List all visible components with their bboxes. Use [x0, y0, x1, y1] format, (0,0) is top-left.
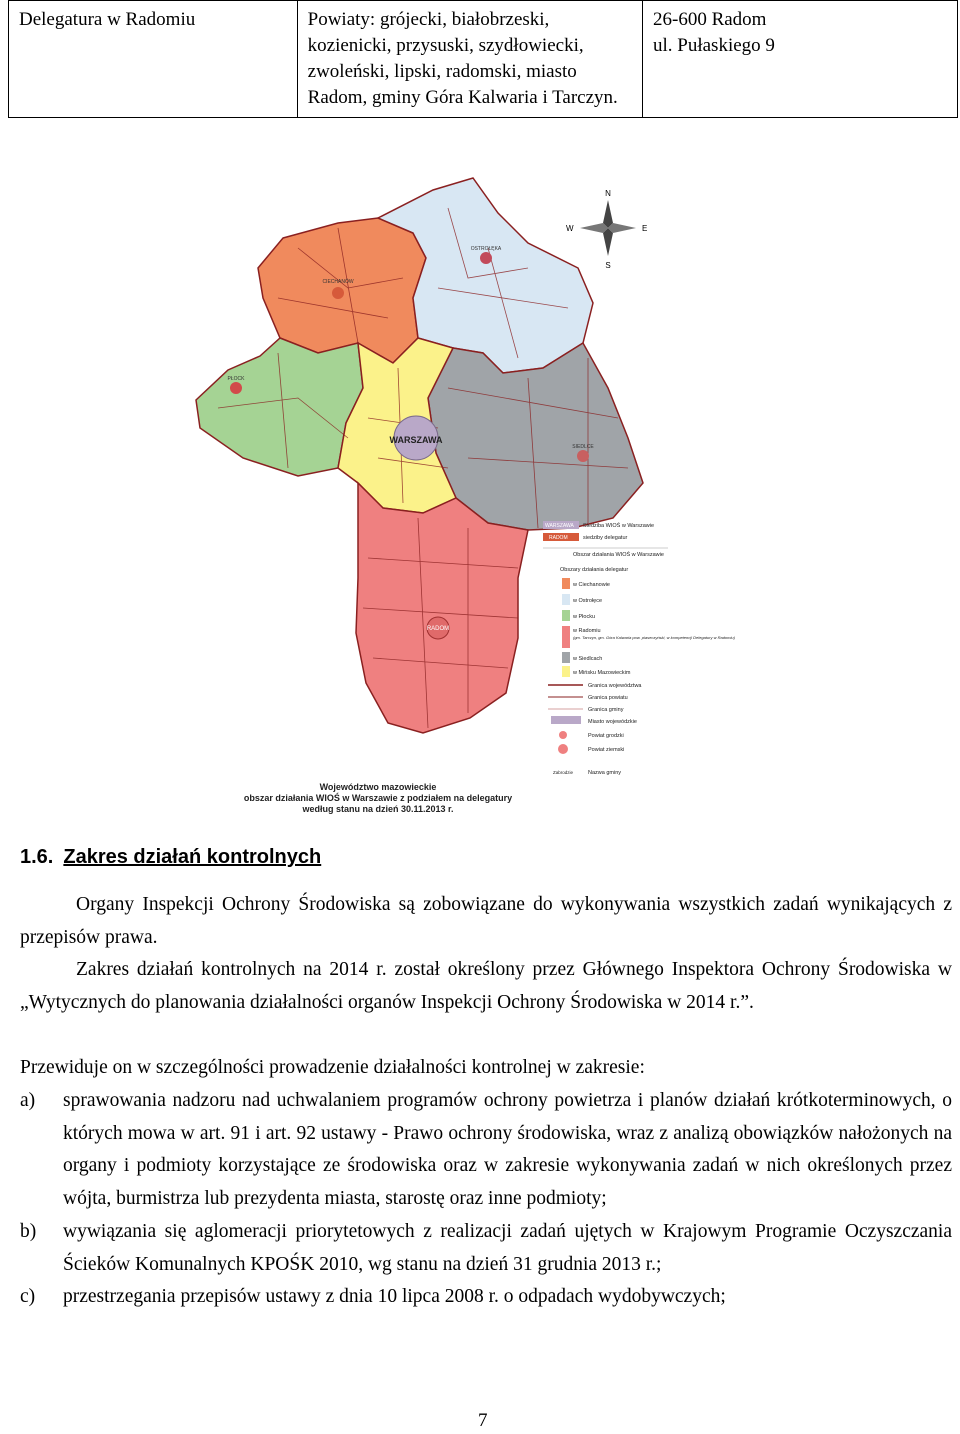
legend-powiat-grodzki: Powiat grodzki: [588, 733, 624, 739]
legend-item-5: w Siedlcach: [573, 656, 603, 662]
caption-line2: obszar działania WIOŚ w Warszawie z podziałem na delegatury: [243, 793, 513, 803]
list-item: [20, 1085, 952, 1216]
compass-n: N: [605, 189, 611, 198]
compass-s: S: [605, 261, 611, 270]
list-item-text: sprawowania nadzoru nad uchwalaniem programów ochrony powietrza i planów działań krótkoterminowych, o których mowa w art. 91 i art. 92 ustawy - Prawo ochrony środowiska, wraz z analizą obowiązków nałożonych na organy i podmioty korzystające ze środowiska oraz w zakresie wykonywania zadań w nich określonych przez wójta, burmistrza lub prezydenta miasta, starostę oraz inne podmioty;: [63, 1090, 952, 1210]
legend-area-main: Obszar działania WIOŚ w Warszawie: [573, 552, 664, 558]
legend-boundary-2: Granica powiatu: [588, 695, 628, 701]
counties-cell: Powiaty: grójecki, białobrzeski, kozienicki, przysuski, szydłowiecki, zwoleński, lipski, radomski, miasto Radom, gminy Góra Kalwaria i Tarczyn.: [297, 1, 642, 118]
list-item: [20, 1281, 952, 1314]
legend-gmina-label: Nazwa gminy: [588, 770, 622, 776]
ciechanow-marker: [332, 287, 344, 299]
legend-item-3: w Płocku: [573, 614, 596, 620]
siedlce-marker: [577, 450, 589, 462]
siedlce-label: SIEDLCE: [572, 444, 594, 450]
header-table: [8, 0, 958, 118]
compass-w: W: [566, 224, 574, 233]
list-item: [20, 1216, 952, 1281]
plock-label: PŁOCK: [227, 376, 245, 382]
section-number: 1.6.: [20, 846, 54, 868]
legend-gmina-sample: Zabrodzie: [553, 770, 574, 775]
legend-warszawa-key: WARSZAWA: [545, 523, 574, 529]
list-item-text: przestrzegania przepisów ustawy z dnia 10 lipca 2008 r. o odpadach wydobywczych;: [63, 1286, 726, 1308]
legend-radom-key: RADOM: [549, 535, 568, 541]
ostroleka-label: OSTROŁĘKA: [470, 246, 502, 252]
page-number: 7: [478, 1410, 488, 1431]
ciechanow-label: CIECHANÓW: [322, 279, 354, 285]
list-item-label: c): [20, 1286, 36, 1308]
caption-line3: według stanu na dzień 30.11.2013 r.: [302, 804, 454, 814]
legend-item-4: w Radomiu: [573, 628, 601, 634]
warszawa-label: WARSZAWA: [389, 435, 443, 445]
paragraph-1: Organy Inspekcji Ochrony Środowiska są zobowiązane do wykonywania wszystkich zadań wynikających z przepisów prawa.: [20, 894, 952, 948]
office-cell: Delegatura w Radomiu: [9, 1, 298, 118]
legend-boundary-3: Granica gminy: [588, 707, 624, 713]
legend-area-delegatur: Obszary działania delegatur: [560, 567, 629, 573]
legend-delegatura-seat: siedziby delegatur: [583, 535, 628, 541]
requirements-list: [20, 1085, 952, 1314]
legend-item-1: w Ciechanowie: [573, 582, 610, 588]
section-heading: [20, 846, 321, 869]
legend-city-mark: Miasto wojewódzkie: [588, 719, 637, 725]
legend-powiat-ziemski: Powiat ziemski: [588, 747, 625, 753]
radom-label: RADOM: [426, 626, 450, 632]
list-item-text: wywiązania się aglomeracji priorytetowych z realizacji zadań ujętych w Krajowym Programie Oczyszczania Ścieków Komunalnych KPOŚK 2010, wg stanu na dzień 31 grudnia 2013 r.;: [63, 1220, 952, 1275]
legend-boundary-1: Granica województwa: [588, 683, 642, 689]
voivodeship-map: [188, 138, 735, 834]
address-line2: ul. Pułaskiego 9: [653, 35, 775, 56]
legend-seat: Siedziba WIOŚ w Warszawie: [583, 523, 655, 529]
plock-marker: [230, 382, 242, 394]
paragraph-3: Przewiduje on w szczególności prowadzenie działalności kontrolnej w zakresie:: [20, 1057, 645, 1078]
caption-line1: Województwo mazowieckie: [319, 782, 437, 792]
section-title: Zakres działań kontrolnych: [63, 846, 322, 868]
legend-radom-note: (gm. Tarczyn, gm. Góra Kalwaria pow. piaseczyński, w kompetencji Delegatury w Radomiu): [573, 635, 735, 640]
legend-item-2: w Ostrołęce: [573, 598, 603, 604]
address-cell: [643, 1, 958, 118]
list-item-label: b): [20, 1220, 37, 1242]
paragraph-2: Zakres działań kontrolnych na 2014 r. został określony przez Głównego Inspektora Ochrony Środowiska w „Wytycznych do planowania działalności organów Inspekcji Ochrony Środowiska w 2014 r.”.: [20, 959, 952, 1013]
ostroleka-marker: [480, 252, 492, 264]
list-item-label: a): [20, 1090, 36, 1111]
address-line1: 26-600 Radom: [653, 9, 767, 30]
compass-e: E: [642, 224, 648, 233]
legend-item-6: w Mińsku Mazowieckim: [573, 670, 631, 676]
